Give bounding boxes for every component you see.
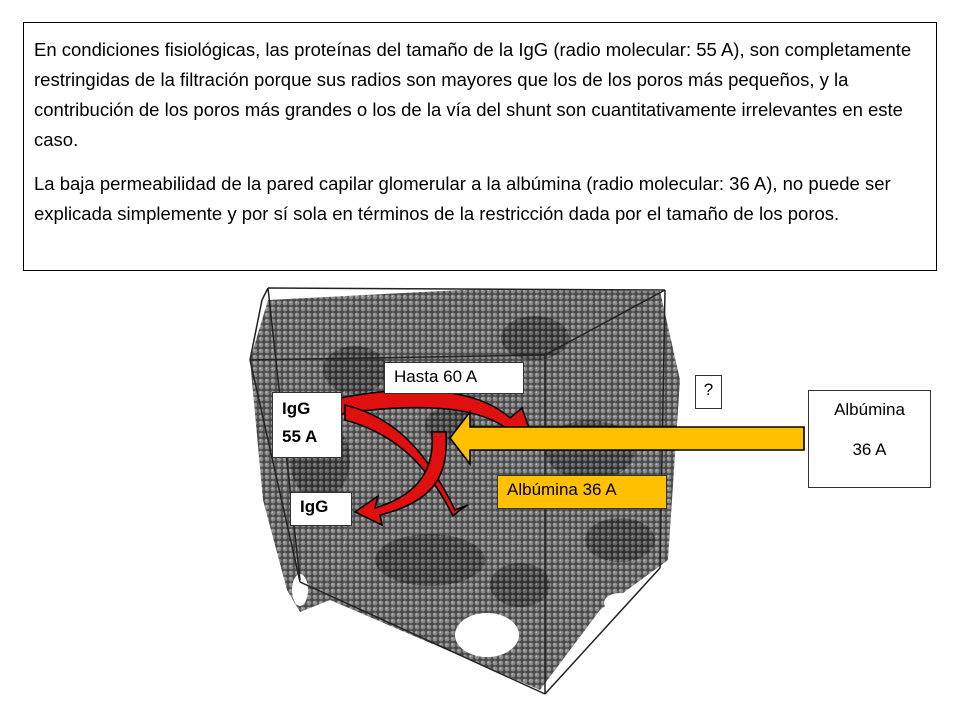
igg-55-label bbox=[272, 392, 342, 458]
hasta-60-text: Hasta 60 A bbox=[394, 367, 478, 386]
albumina-yellow-text: Albúmina 36 A bbox=[507, 480, 617, 499]
igg-name-text: IgG bbox=[282, 399, 311, 418]
albumina-size-text: 36 A bbox=[852, 440, 887, 459]
paragraph-albumin: La baja permeabilidad de la pared capilar glomerular a la albúmina (radio molecular: 36 A), no puede ser explicada simplemente y por sí sola en términos de la restricción dada por el tamaño de los poros. bbox=[34, 173, 891, 224]
albumina-spacer bbox=[818, 423, 921, 437]
igg-out-label bbox=[290, 492, 352, 526]
igg-size-text: 55 A bbox=[282, 427, 318, 446]
albumina-36-yellow-label bbox=[497, 475, 667, 509]
hasta-60-label bbox=[384, 362, 524, 394]
albumina-side-label bbox=[808, 390, 931, 488]
question-text: ? bbox=[703, 380, 714, 399]
paragraph-igg: En condiciones fisiológicas, las proteínas del tamaño de la IgG (radio molecular: 55 A), son completamente restringidas de la filtración porque sus radios son mayores que los de los poros más pequeños, y la contribución de los poros más grandes o los de la vía del shunt son cuantitativamente irrelevantes en este caso. bbox=[34, 39, 912, 150]
albumina-name-text: Albúmina bbox=[834, 400, 905, 419]
igg-out-text: IgG bbox=[300, 497, 329, 516]
question-mark-label bbox=[695, 375, 722, 409]
